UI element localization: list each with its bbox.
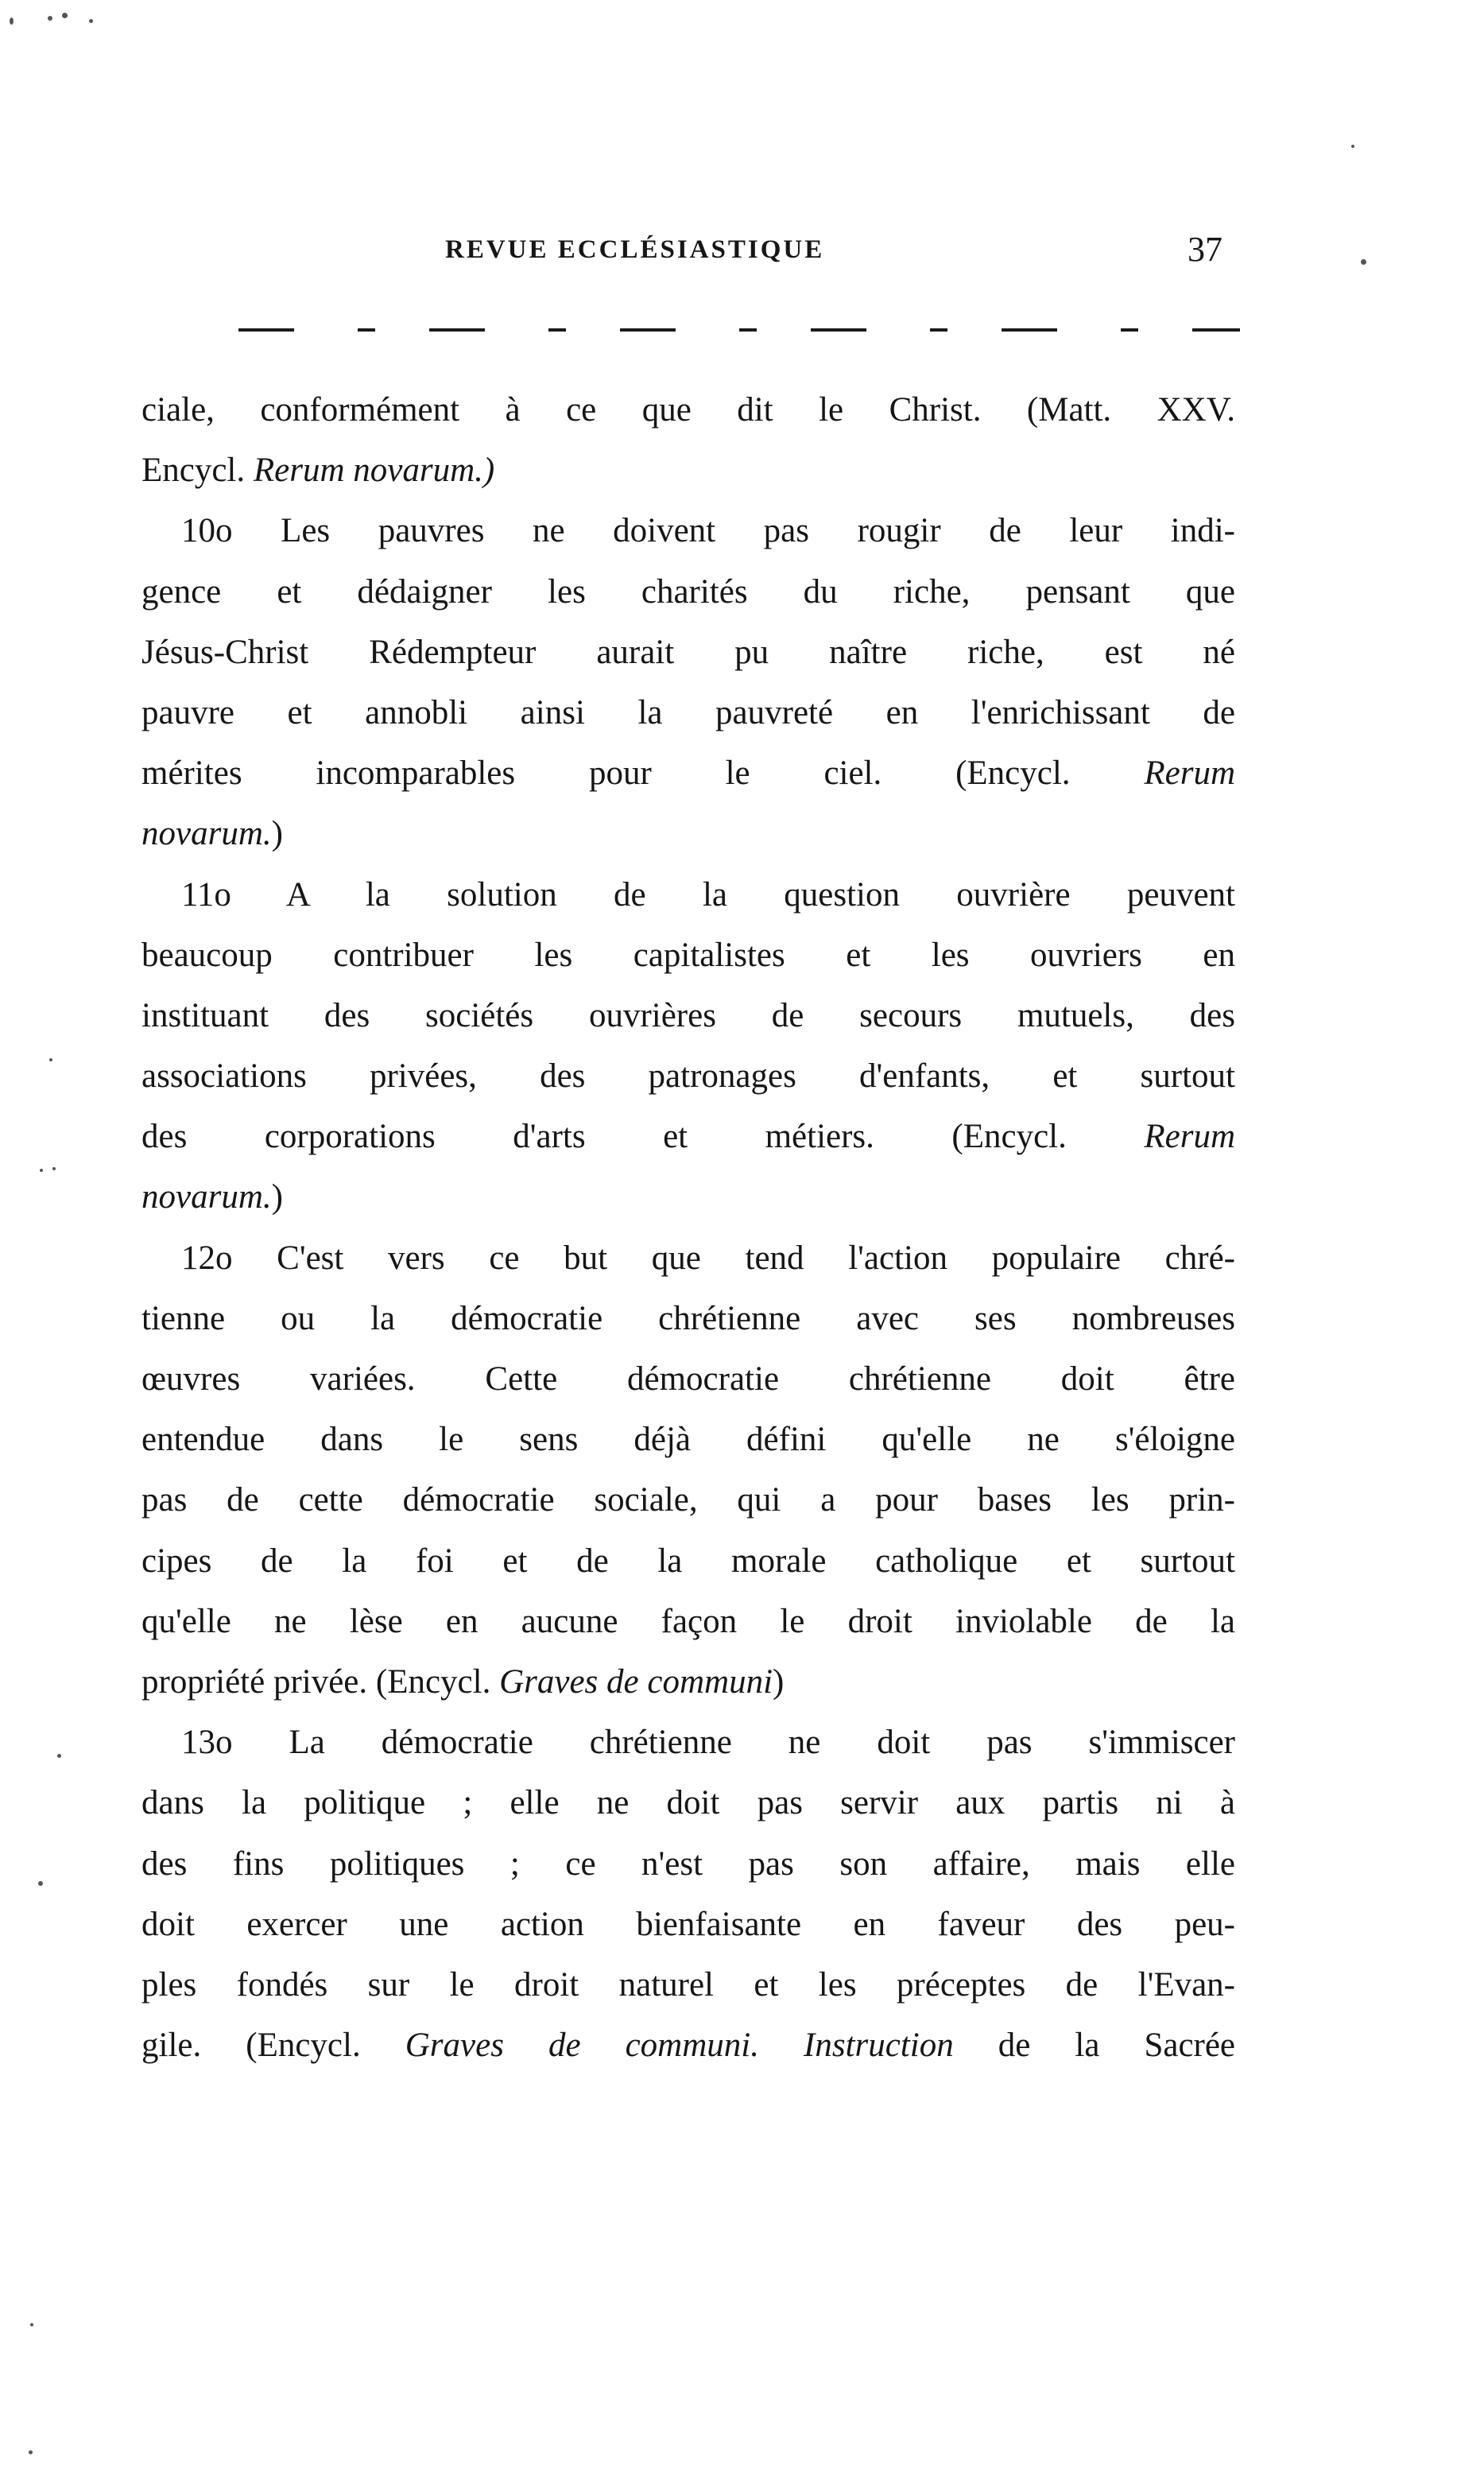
text-line: cipes de la foi et de la morale catholique et surtout	[141, 1542, 1235, 1580]
italic-title: novarum.	[141, 1178, 272, 1216]
scan-speck	[29, 2450, 33, 2454]
text-line: mérites incomparables pour le ciel. (Encycl. Rerum	[141, 755, 1236, 793]
scan-speck	[49, 1058, 52, 1061]
text-line: des corporations d'arts et métiers. (Encycl. Rerum	[141, 1118, 1236, 1156]
header-rule	[238, 328, 1240, 332]
text-line: Encycl. Rerum novarum.)	[141, 452, 495, 490]
italic-title: Rerum novarum.)	[253, 452, 495, 490]
scan-speck	[30, 2323, 33, 2326]
text-line: propriété privée. (Encycl. Graves de communi)	[141, 1662, 785, 1701]
text-line: qu'elle ne lèse en aucune façon le droit inviolable de la	[141, 1602, 1235, 1640]
paragraph-13-line: 13o La démocratie chrétienne ne doit pas s'immiscer	[181, 1724, 1235, 1762]
scan-speck	[38, 1881, 43, 1886]
paragraph-10-line: 10o Les pauvres ne doivent pas rougir de leur indi-	[181, 512, 1235, 550]
body-text	[141, 380, 1235, 2076]
text-line: ciale, conformément à ce que dit le Christ. (Matt. XXV.	[141, 391, 1235, 429]
text-line: dans la politique ; elle ne doit pas servir aux partis ni à	[141, 1784, 1235, 1822]
text-line: tienne ou la démocratie chrétienne avec ses nombreuses	[141, 1299, 1235, 1337]
text-line: doit exercer une action bienfaisante en faveur des peu-	[141, 1905, 1235, 1943]
running-title: REVUE ECCLÉSIASTIQUE	[445, 235, 825, 264]
scan-speck	[62, 13, 68, 18]
italic-title: novarum.	[141, 815, 272, 853]
text-line: œuvres variées. Cette démocratie chrétienne doit être	[141, 1360, 1235, 1398]
scan-speck	[48, 16, 52, 21]
text-line: pauvre et annobli ainsi la pauvreté en l'enrichissant de	[141, 693, 1235, 731]
text-line: gile. (Encycl. Graves de communi. Instruction de la Sacrée	[141, 2027, 1236, 2065]
text-line: Jésus-Christ Rédempteur aurait pu naître riche, est né	[141, 633, 1235, 671]
paragraph-12-line: 12o C'est vers ce but que tend l'action populaire chré-	[181, 1239, 1235, 1277]
text-line: novarum.)	[141, 815, 283, 853]
scan-speck	[10, 17, 14, 25]
text-line: entendue dans le sens déjà défini qu'elle ne s'éloigne	[141, 1421, 1235, 1459]
scan-speck	[52, 1167, 56, 1170]
italic-title: Instruction	[804, 2027, 954, 2065]
italic-title: Rerum	[1144, 1118, 1236, 1156]
italic-title: Graves de communi.	[405, 2027, 759, 2065]
text-line: ples fondés sur le droit naturel et les préceptes de l'Evan-	[141, 1965, 1235, 2004]
text-line: des fins politiques ; ce n'est pas son affaire, mais elle	[141, 1845, 1235, 1883]
scan-speck	[1351, 145, 1354, 148]
text-line: gence et dédaigner les charités du riche, pensant que	[141, 572, 1235, 611]
italic-title: Graves de communi	[499, 1662, 773, 1701]
scan-speck	[1361, 259, 1366, 265]
text-line: instituant des sociétés ouvrières de secours mutuels, des	[141, 996, 1235, 1034]
paragraph-11-line: 11o A la solution de la question ouvrière peuvent	[181, 875, 1235, 914]
text-line: associations privées, des patronages d'enfants, et surtout	[141, 1057, 1235, 1096]
text-line: beaucoup contribuer les capitalistes et les ouvriers en	[141, 936, 1235, 974]
text-line: pas de cette démocratie sociale, qui a pour bases les prin-	[141, 1481, 1235, 1519]
scan-speck	[89, 19, 93, 23]
text-line: novarum.)	[141, 1178, 283, 1216]
page-number: 37	[1188, 230, 1222, 269]
italic-title: Rerum	[1144, 755, 1236, 793]
scan-speck	[57, 1754, 61, 1758]
scan-speck	[40, 1169, 43, 1172]
